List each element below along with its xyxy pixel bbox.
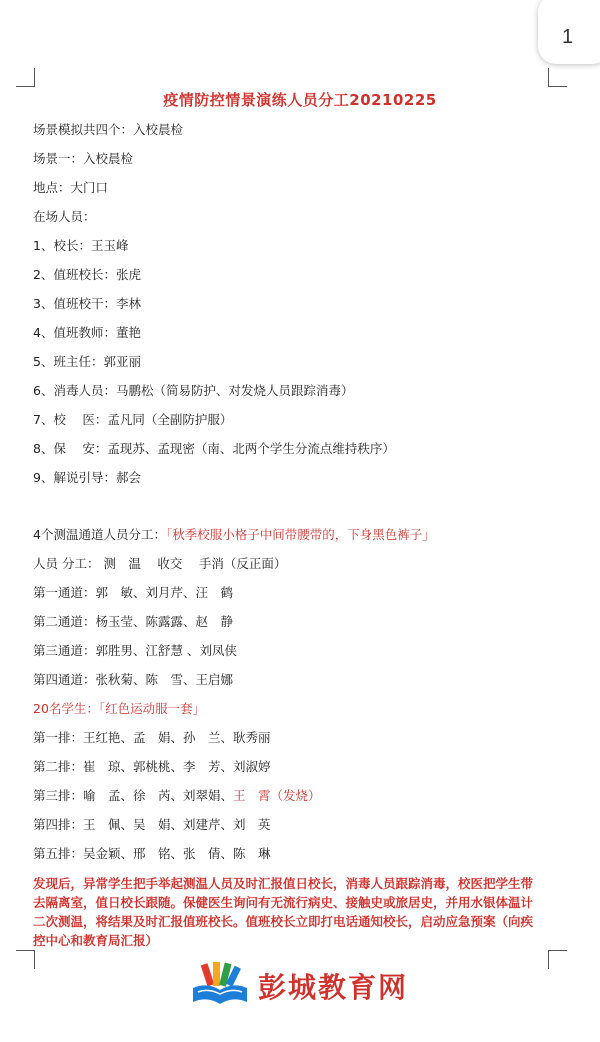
scene-summary: 场景模拟共四个：入校晨检 <box>33 122 184 137</box>
location: 地点：大门口 <box>33 180 109 195</box>
staff-item: 7、校 医：孟凡同（全副防护服） <box>33 412 233 427</box>
page-number: 1 <box>562 26 574 48</box>
channel-item: 第三通道：郭胜男、江舒慧 、刘凤侠 <box>33 643 237 658</box>
crop-mark-bottom-right <box>548 950 567 969</box>
student-row: 第二排：崔 琼、郭桃桃、李 芳、刘淑婷 <box>33 759 271 774</box>
students-heading: 20名学生：「红色运动服一套」 <box>33 701 206 716</box>
channels-heading: 4个测温通道人员分工： <box>33 527 166 542</box>
procedure-paragraph: 发现后，异常学生把手举起测温人员及时汇报值日校长，消毒人员跟踪消毒，校医把学生带去隔离室，值日校长跟随。保健医生询问有无流行病史、接触史或旅居史，并用水银体温计二次测温，将结果及时汇报值班校长。值班校长立即打电话通知校长，启动应急预案（向疾控中心和教育局汇报） <box>33 876 534 948</box>
student-row-fever <box>33 788 321 804</box>
crop-mark-top-left <box>16 68 35 87</box>
staff-item: 4、值班教师：董艳 <box>33 325 141 340</box>
staff-item: 5、班主任：郭亚丽 <box>33 354 141 369</box>
fever-student: 王 霄（发烧） <box>233 788 321 803</box>
book-logo-icon <box>190 962 250 1008</box>
student-row: 第一排：王红艳、孟 娟、孙 兰、耿秀丽 <box>33 730 271 745</box>
channel-item: 第四通道：张秋菊、陈 雪、王启娜 <box>33 672 234 687</box>
channels-roles: 人员 分工： 测 温 收交 手消（反正面） <box>33 556 287 571</box>
staff-item: 1、校长：王玉峰 <box>33 238 129 253</box>
scene-one: 场景一：入校晨检 <box>33 151 134 166</box>
crop-mark-bottom-left <box>16 950 35 969</box>
channel-item: 第一通道：郭 敏、刘月芹、汪 鹤 <box>33 585 234 600</box>
staff-item: 2、值班校长：张虎 <box>33 267 141 282</box>
student-row: 第五排：吴金颖、邢 铭、张 倩、陈 琳 <box>33 846 271 861</box>
document-title: 疫情防控情景演练人员分工20210225 <box>163 91 437 109</box>
staff-item: 9、解说引导：郝会 <box>33 470 141 485</box>
channels-heading-line <box>33 527 435 543</box>
staff-item: 3、值班校干：李林 <box>33 296 141 311</box>
channels-uniform-note: 「秋季校服小格子中间带腰带的，下身黑色裤子」 <box>165 527 435 542</box>
site-logo-text: 彭城教育网 <box>258 971 409 1004</box>
staff-item: 8、保 安：孟现苏、孟现密（南、北两个学生分流点维持秩序） <box>33 441 395 456</box>
student-row: 第四排：王 佩、吴 娟、刘建芹、刘 英 <box>33 817 271 832</box>
present-staff-heading: 在场人员： <box>33 209 96 224</box>
staff-item: 6、消毒人员：马鹏松（简易防护、对发烧人员跟踪消毒） <box>33 383 354 398</box>
crop-mark-top-right <box>548 68 567 87</box>
page-number-badge <box>538 0 600 64</box>
student-row-text: 第三排：喻 孟、徐 芮、刘翠娟、 <box>33 788 234 803</box>
channel-item: 第二通道：杨玉莹、陈露露、赵 静 <box>33 614 234 629</box>
